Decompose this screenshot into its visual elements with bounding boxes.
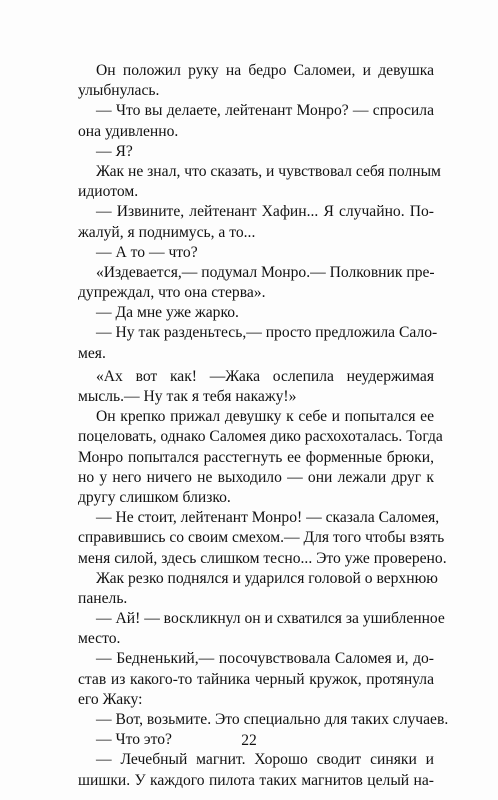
text-line: Он положил руку на бедро Саломеи, и девушка (96, 62, 434, 79)
text-line: Жак резко поднялся и ударился головой о верхнюю (96, 569, 438, 587)
text-line: — Ну так разденьтесь,— просто предложила Сало- (96, 324, 438, 342)
text-line: — Бедненький,— посочувствовала Саломея и, до- (96, 650, 434, 668)
text-line: «Издевается,— подумал Монро.— Полковник пре- (96, 263, 435, 281)
body-text (78, 61, 449, 791)
text-line: мысль.— Ну так я тебя накажу!» (78, 388, 297, 405)
text-line: Он крепко прижал девушку к себе и попытался ее (96, 408, 434, 426)
text-line: — Что вы делаете, лейтенант Монро? — спросила (96, 102, 434, 120)
text-line: но у него ничего не выходило — они лежали друг к (78, 468, 434, 486)
text-line: Жак не знал, что сказать, и чувствовал себя полным (96, 162, 441, 180)
text-line: она удивленно. (78, 122, 179, 140)
text-line: другу слишком близко. (78, 488, 231, 506)
text-line: — Я? (96, 142, 133, 160)
text-line: — Вот, возьмите. Это специально для таких случаев. (96, 711, 449, 728)
text-line: — Да мне уже жарко. (96, 304, 239, 322)
text-line: место. (78, 630, 121, 648)
text-line: — Извините, лейтенант Хафин... Я случайно. По- (96, 203, 434, 221)
text-line: панель. (78, 589, 128, 607)
text-line: — Ай! — воскликнул он и схватился за ушибленное (96, 610, 445, 628)
text-line: Монро попытался расстегнуть ее форменные брюки, (78, 448, 434, 466)
text-line: улыбнулась. (78, 82, 160, 100)
text-line: «Ах вот как! —Жака ослепила неудержимая (96, 367, 434, 385)
text-line: меня силой, здесь слишком тесно... Это уже проверено. (78, 549, 447, 567)
page-number: 22 (241, 732, 257, 749)
text-line: — Не стоит, лейтенант Монро! — сказала Саломея, (96, 509, 440, 527)
text-line: справившись со своим смехом.— Для того чтобы взять (78, 529, 445, 547)
text-line: мея. (78, 344, 106, 362)
text-line: став из какого-то тайника черный кружок, протянула (78, 670, 434, 688)
text-line: дупреждал, что она стерва». (78, 284, 266, 302)
text-line: — А то — что? (96, 243, 198, 261)
text-line: — Лечебный магнит. Хорошо сводит синяки и (96, 751, 434, 769)
text-line: идиотом. (78, 183, 139, 201)
text-line: шишки. У каждого пилота таких магнитов целый на- (78, 771, 434, 789)
text-line: жалуй, я поднимусь, а то... (78, 223, 256, 241)
text-line: — Что это? (96, 731, 172, 749)
text-line: его Жаку: (78, 690, 143, 708)
text-line: поцеловать, однако Саломея дико расхохоталась. Тогда (78, 428, 443, 446)
